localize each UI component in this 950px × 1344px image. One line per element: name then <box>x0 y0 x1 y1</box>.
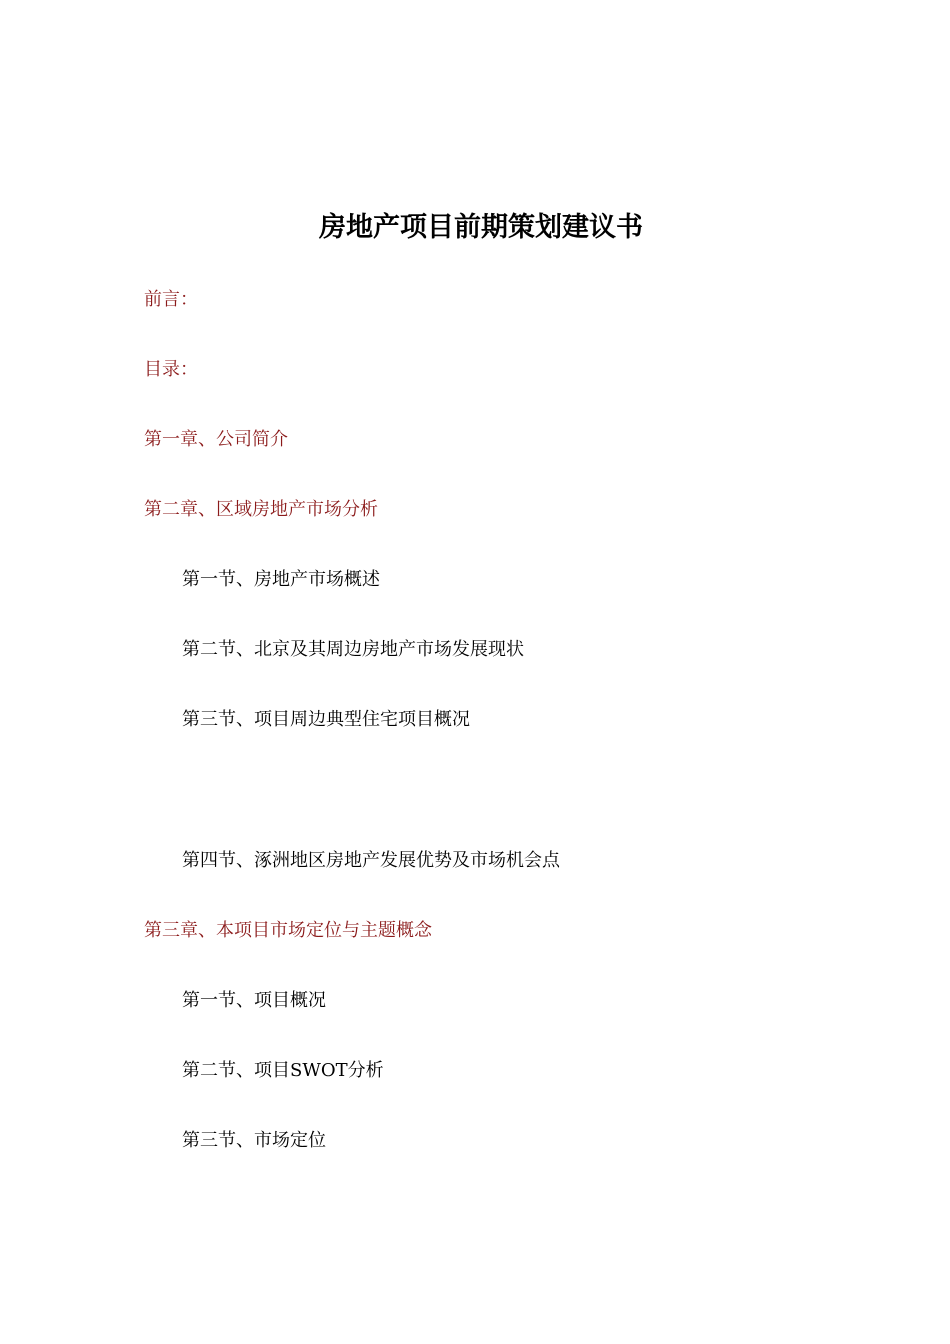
chapter-2-heading: 第二章、区域房地产市场分析 <box>144 499 378 520</box>
toc-heading: 目录： <box>144 359 198 380</box>
preface-heading: 前言： <box>144 289 198 310</box>
chapter-3-section-2: 第二节、项目SWOT分析 <box>182 1060 384 1081</box>
chapter-2-section-1: 第一节、房地产市场概述 <box>182 569 380 590</box>
document-title: 房地产项目前期策划建议书 <box>319 212 643 243</box>
chapter-2-section-4: 第四节、涿洲地区房地产发展优势及市场机会点 <box>182 850 560 871</box>
chapter-2-section-2: 第二节、北京及其周边房地产市场发展现状 <box>182 639 524 660</box>
chapter-3-heading: 第三章、本项目市场定位与主题概念 <box>144 920 432 941</box>
chapter-1-heading: 第一章、公司简介 <box>144 429 288 450</box>
chapter-3-section-3: 第三节、市场定位 <box>182 1130 326 1151</box>
chapter-3-section-1: 第一节、项目概况 <box>182 990 326 1011</box>
chapter-2-section-3: 第三节、项目周边典型住宅项目概况 <box>182 709 470 730</box>
